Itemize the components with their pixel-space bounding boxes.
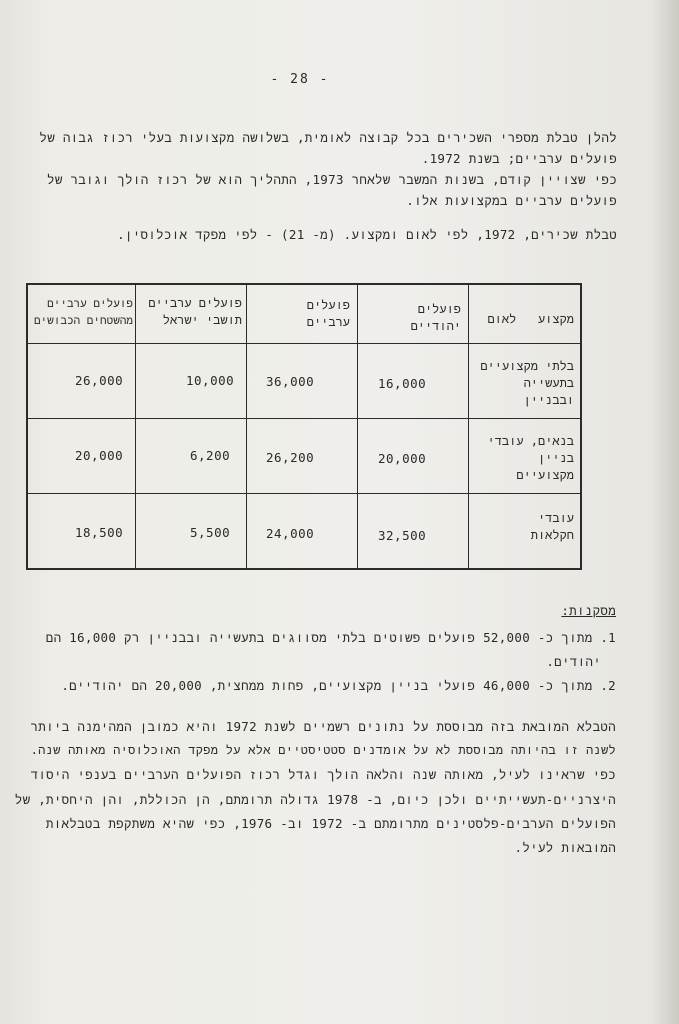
conclusion-1-line-1: 1. מתוך כ- 52,000 פועלים פשוטים בלתי מסווגים בתעשייה ובבניין רק 16,000 הם [45,630,616,645]
closing-line-1: הטבלא המובאת בזה מבוססת על נתונים רשמיים לשנת 1972 והיא כמובן המהימנה ביותר [30,719,616,734]
header-occupation [474,311,574,328]
row-3-arab-territories: 18,500 [75,525,124,540]
table-rule [28,343,580,344]
table-caption: טבלת שכירים, 1972, לפי לאום ומקצוע. (מ- 21) - לפי מפקד אוכלוסין. [117,227,617,242]
header-arab-israel-line1: פועלים ערביים [148,296,242,310]
row-1-label-line3: ובבניין [523,393,574,407]
header-occupation-line1: לאום [487,312,517,326]
conclusions-title: מסקנות: [561,603,616,618]
row-1-jewish: 16,000 [378,376,427,391]
row-3-jewish: 32,500 [378,528,427,543]
row-3-label [531,510,574,544]
conclusion-1-line-2: יהודים. [546,654,601,669]
header-jewish [365,301,461,335]
row-1-arab-territories: 26,000 [75,373,124,388]
closing-line-4: היצרניים-תעשייתיים ולכן כיום, ב- 1978 גדולה תרומתם, הן הכוללת, והן היחסית, של [14,792,616,807]
header-arab-israel [138,295,242,329]
row-2-jewish: 20,000 [378,451,427,466]
intro-line-3: כפי שצויין קודם, בשנות המשבר שלאחר 1973, התהליך הוא של רכוז הולך וגובר של [47,172,617,187]
row-1-label [480,358,574,409]
closing-line-6: המובאות לעיל. [514,840,616,855]
row-2-arab: 26,200 [266,450,315,465]
header-arab-line1: פועלים [306,298,350,312]
row-3-label-line2: חקלאות [530,528,574,542]
conclusion-2: 2. מתוך כ- 46,000 פועלי בניין מקצועיים, פחות ממחצית, 20,000 הם יהודיים. [61,678,616,693]
row-2-label-line2: בניין [537,451,574,465]
row-2-label-line1: בנאים, עובדי [487,434,574,448]
intro-line-4: פועלים ערביים במקצועות אלו. [406,193,617,208]
row-3-label-line1: עובדי [537,511,574,525]
table-rule [28,493,580,494]
row-2-label [488,433,574,484]
header-occupation-line2: מקצוע [537,312,574,326]
table-rule [135,285,136,568]
row-3-arab: 24,000 [266,526,315,541]
closing-line-3: כפי שראינו לעיל, מאותה שנה והלאה הולך וגדל רכוז הפועלים הערביים בענפי היסוד [30,767,616,782]
header-arab-territories [29,295,133,329]
header-jewish-line1: פועלים [417,302,461,316]
table-rule [468,285,469,568]
table-rule [246,285,247,568]
row-1-label-line1: בלתי מקצועיים [480,359,574,373]
header-arab [254,297,350,331]
row-2-label-line3: מקצועיים [516,468,574,482]
row-1-arab-israel: 10,000 [186,373,235,388]
header-arab-territories-line1: פועלים ערביים [47,297,133,310]
header-arab-territories-line2: מהשטחים הכבושים [33,314,133,327]
table-rule [357,285,358,568]
row-3-arab-israel: 5,500 [190,525,231,540]
page-number: - 28 - [270,72,330,87]
header-jewish-line2: יהודיים [410,319,461,333]
intro-line-2: פועלים ערביים; בשנת 1972. [421,151,617,166]
row-1-arab: 36,000 [266,374,315,389]
header-arab-line2: ערביים [306,315,350,329]
table-rule [28,418,580,419]
closing-line-5: הפועלים הערבים-פלסטינים מתרומתם ב- 1972 וב- 1976, כפי שהיא משתקפת בטבלאות [45,816,616,831]
row-2-arab-israel: 6,200 [190,448,231,463]
row-1-label-line2: בתעשייה [523,376,574,390]
header-arab-israel-line2: תושבי ישראל [162,313,242,327]
intro-line-1: להלן טבלת מספרי השכירים בכל קבוצה לאומית, בשלושה מקצועות בעלי רכוז גבוה של [39,130,617,145]
row-2-arab-territories: 20,000 [75,448,124,463]
data-table [26,283,582,570]
closing-line-2: לשנה זו בהיותה מבוססת לא על אומדנים סטטיסטיים אלא על מפקד האוכלוסיה מאותה שנה. [30,743,616,757]
